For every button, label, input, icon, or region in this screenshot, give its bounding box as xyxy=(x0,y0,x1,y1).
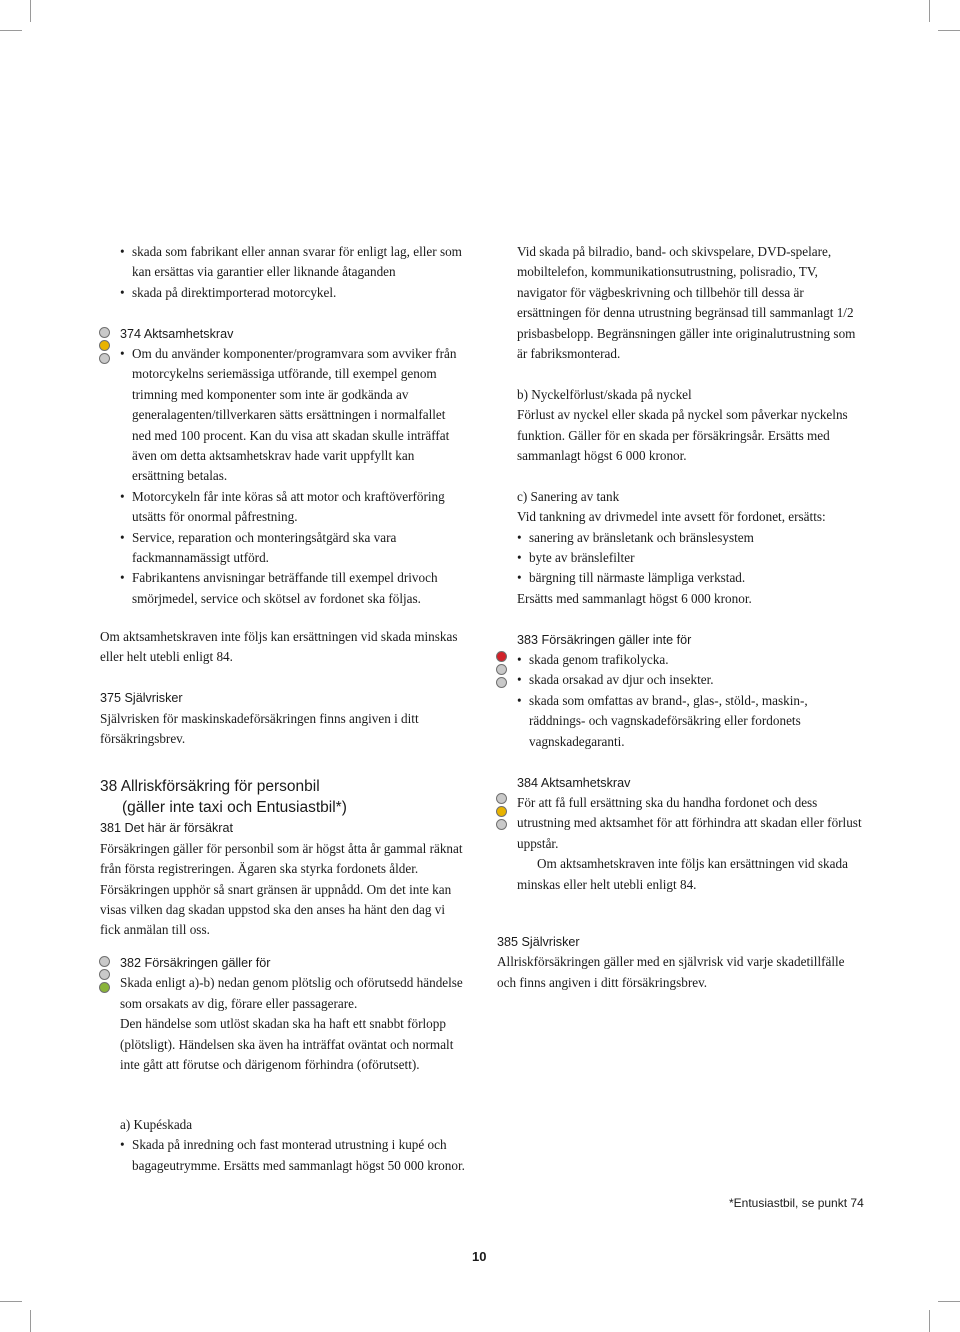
section-382a-list xyxy=(120,1135,466,1176)
section-385-heading: 385 Självrisker xyxy=(497,935,580,949)
left-top-section xyxy=(120,242,466,609)
list-item: • skada som fabrikant eller annan svarar för enligt lag, eller som kan ersättas via garantier eller liknande åtaganden xyxy=(120,242,466,283)
crop-mark xyxy=(0,30,22,31)
right-column xyxy=(517,242,863,895)
list-item: • skada orsakad av djur och insekter. xyxy=(517,670,863,690)
left-main-section xyxy=(100,627,466,941)
section-c-closing: Ersätts med sammanlagt högst 6 000 kronor. xyxy=(517,590,752,606)
footnote: *Entusiastbil, se punkt 74 xyxy=(729,1196,864,1210)
list-item: • skada på direktimporterad motorcykel. xyxy=(120,283,466,303)
section-374-heading: 374 Aktsamhetskrav xyxy=(120,326,234,341)
list-item: • byte av bränslefilter xyxy=(517,548,863,568)
section-384-text: För att få full ersättning ska du handha fordonet och dess utrustning med aktsamhet för att förhindra att skadan eller förlust uppstår. xyxy=(517,794,862,851)
page-number: 10 xyxy=(472,1249,487,1264)
crop-mark xyxy=(929,0,930,22)
section-c-text: Vid tankning av drivmedel inte avsett för fordonet, ersätts: xyxy=(517,509,826,525)
section-375-heading: 375 Självrisker xyxy=(100,691,183,706)
section-38-subheading: (gäller inte taxi och Entusiastbil*) xyxy=(122,799,347,817)
traffic-light-red-icon xyxy=(496,651,507,690)
section-c-heading: c) Sanering av tank xyxy=(517,488,620,504)
section-384-heading: 384 Aktsamhetskrav xyxy=(517,775,631,790)
section-381-text: Försäkringen gäller för personbil som är högst åtta år gammal räknat från första registreringen. Ägaren ska styrka fordonets ålder. Försäkringen upphör så snart gränsen är uppnådd. Om det inte kan visas vilken dag skadan uppstod ska den anses ha hänt den dag vi fick anmälan till oss. xyxy=(100,840,463,938)
crop-mark xyxy=(0,1301,22,1302)
section-381-heading: 381 Det här är försäkrat xyxy=(100,821,233,836)
section-382-text2: Den händelse som utlöst skadan ska ha haft ett snabbt förlopp (plötsligt). Händelsen ska även ha inträffat oväntat och normalt inte gått att förutse och därigenom förhindra (oförutsett). xyxy=(120,1016,454,1073)
section-382a xyxy=(120,1115,466,1176)
list-item: • bärgning till närmaste lämpliga verkstad. xyxy=(517,568,863,588)
list-item: • Skada på inredning och fast monterad utrustning i kupé och bagageutrymme. Ersätts med sammanlagt högst 50 000 kronor. xyxy=(120,1135,466,1176)
list-item: • sanering av bränsletank och bränslesystem xyxy=(517,528,863,548)
section-374-note: Om aktsamhetskraven inte följs kan ersättningen vid skada minskas eller helt utebli enligt 84. xyxy=(100,629,458,665)
crop-mark xyxy=(929,1310,930,1332)
section-c-list xyxy=(517,528,863,589)
section-382-text1: Skada enligt a)-b) nedan genom plötslig och oförutsedd händelse som orsakats av dig, förare eller passagerare. xyxy=(120,975,463,1011)
section-383-list xyxy=(517,650,863,752)
section-375-text: Självrisken för maskinskadeförsäkringen finns angiven i ditt försäkringsbrev. xyxy=(100,710,419,747)
crop-mark xyxy=(30,0,31,22)
section-b-heading: b) Nyckelförlust/skada på nyckel xyxy=(517,386,692,402)
section-382 xyxy=(120,953,466,1075)
list-item: • skada genom trafikolycka. xyxy=(517,650,863,670)
section-374-list xyxy=(120,344,466,609)
traffic-light-yellow-icon xyxy=(496,793,507,832)
section-384-note: Om aktsamhetskraven inte följs kan ersättningen vid skada minskas eller helt utebli enligt 84. xyxy=(517,856,848,892)
list-item: • Motorcykeln får inte köras så att motor och kraftöverföring utsätts för onormal påfrestning. xyxy=(120,487,466,528)
list-item: • skada som omfattas av brand-, glas-, stöld-, maskin-, räddnings- och vagnskadeförsäkring eller fordonets vagnskadegaranti. xyxy=(517,691,863,752)
crop-mark xyxy=(938,1301,960,1302)
section-385-text: Allriskförsäkringen gäller med en självrisk vid varje skadetillfälle och finns angiven i ditt försäkringsbrev. xyxy=(497,954,845,990)
section-b-text: Förlust av nyckel eller skada på nyckel som påverkar nyckelns funktion. Gäller för en skada per försäkringsår. Ersätts med sammanlagt högst 6 000 kronor. xyxy=(517,407,848,464)
equipment-limit-text: Vid skada på bilradio, band- och skivspelare, DVD-spelare, mobiltelefon, kommunikationsutrustning, polisradio, TV, navigator för vägbeskrivning och tillbehör till dessa är ersättningen för denna utrustning begränsad till sammanlagt 1/2 prisbasbelopp. Begränsningen gäller inte originalutrustning som är fabriksmonterad. xyxy=(517,244,856,362)
list-item: • Om du använder komponenter/programvara som avviker från motorcykelns seriemässiga utförande, till exempel genom trimning med komponenter som inte är godkända av generalagenten/tillverkaren sätts ersättningen i normalfallet ned med 100 procent. Kan du visa att skadan skulle inträffat även om detta aktsamhetskrav hade varit uppfyllt kan ersättning betalas. xyxy=(120,344,466,487)
traffic-light-yellow-icon xyxy=(99,327,110,366)
list-item: • Service, reparation och monteringsåtgärd ska vara fackmannamässigt utförd. xyxy=(120,528,466,569)
section-382-heading: 382 Försäkringen gäller för xyxy=(120,956,271,970)
list-item: • Fabrikantens anvisningar beträffande till exempel drivoch smörjmedel, service och skötsel av fordonet ska följas. xyxy=(120,568,466,609)
section-38-heading: 38 Allriskförsäkring för personbil xyxy=(100,778,320,796)
section-383-heading: 383 Försäkringen gäller inte för xyxy=(517,632,692,647)
exclusion-list xyxy=(120,242,466,303)
traffic-light-green-icon xyxy=(99,956,110,995)
crop-mark xyxy=(30,1310,31,1332)
crop-mark xyxy=(938,30,960,31)
section-382a-heading: a) Kupéskada xyxy=(120,1117,193,1132)
section-385 xyxy=(497,932,863,993)
